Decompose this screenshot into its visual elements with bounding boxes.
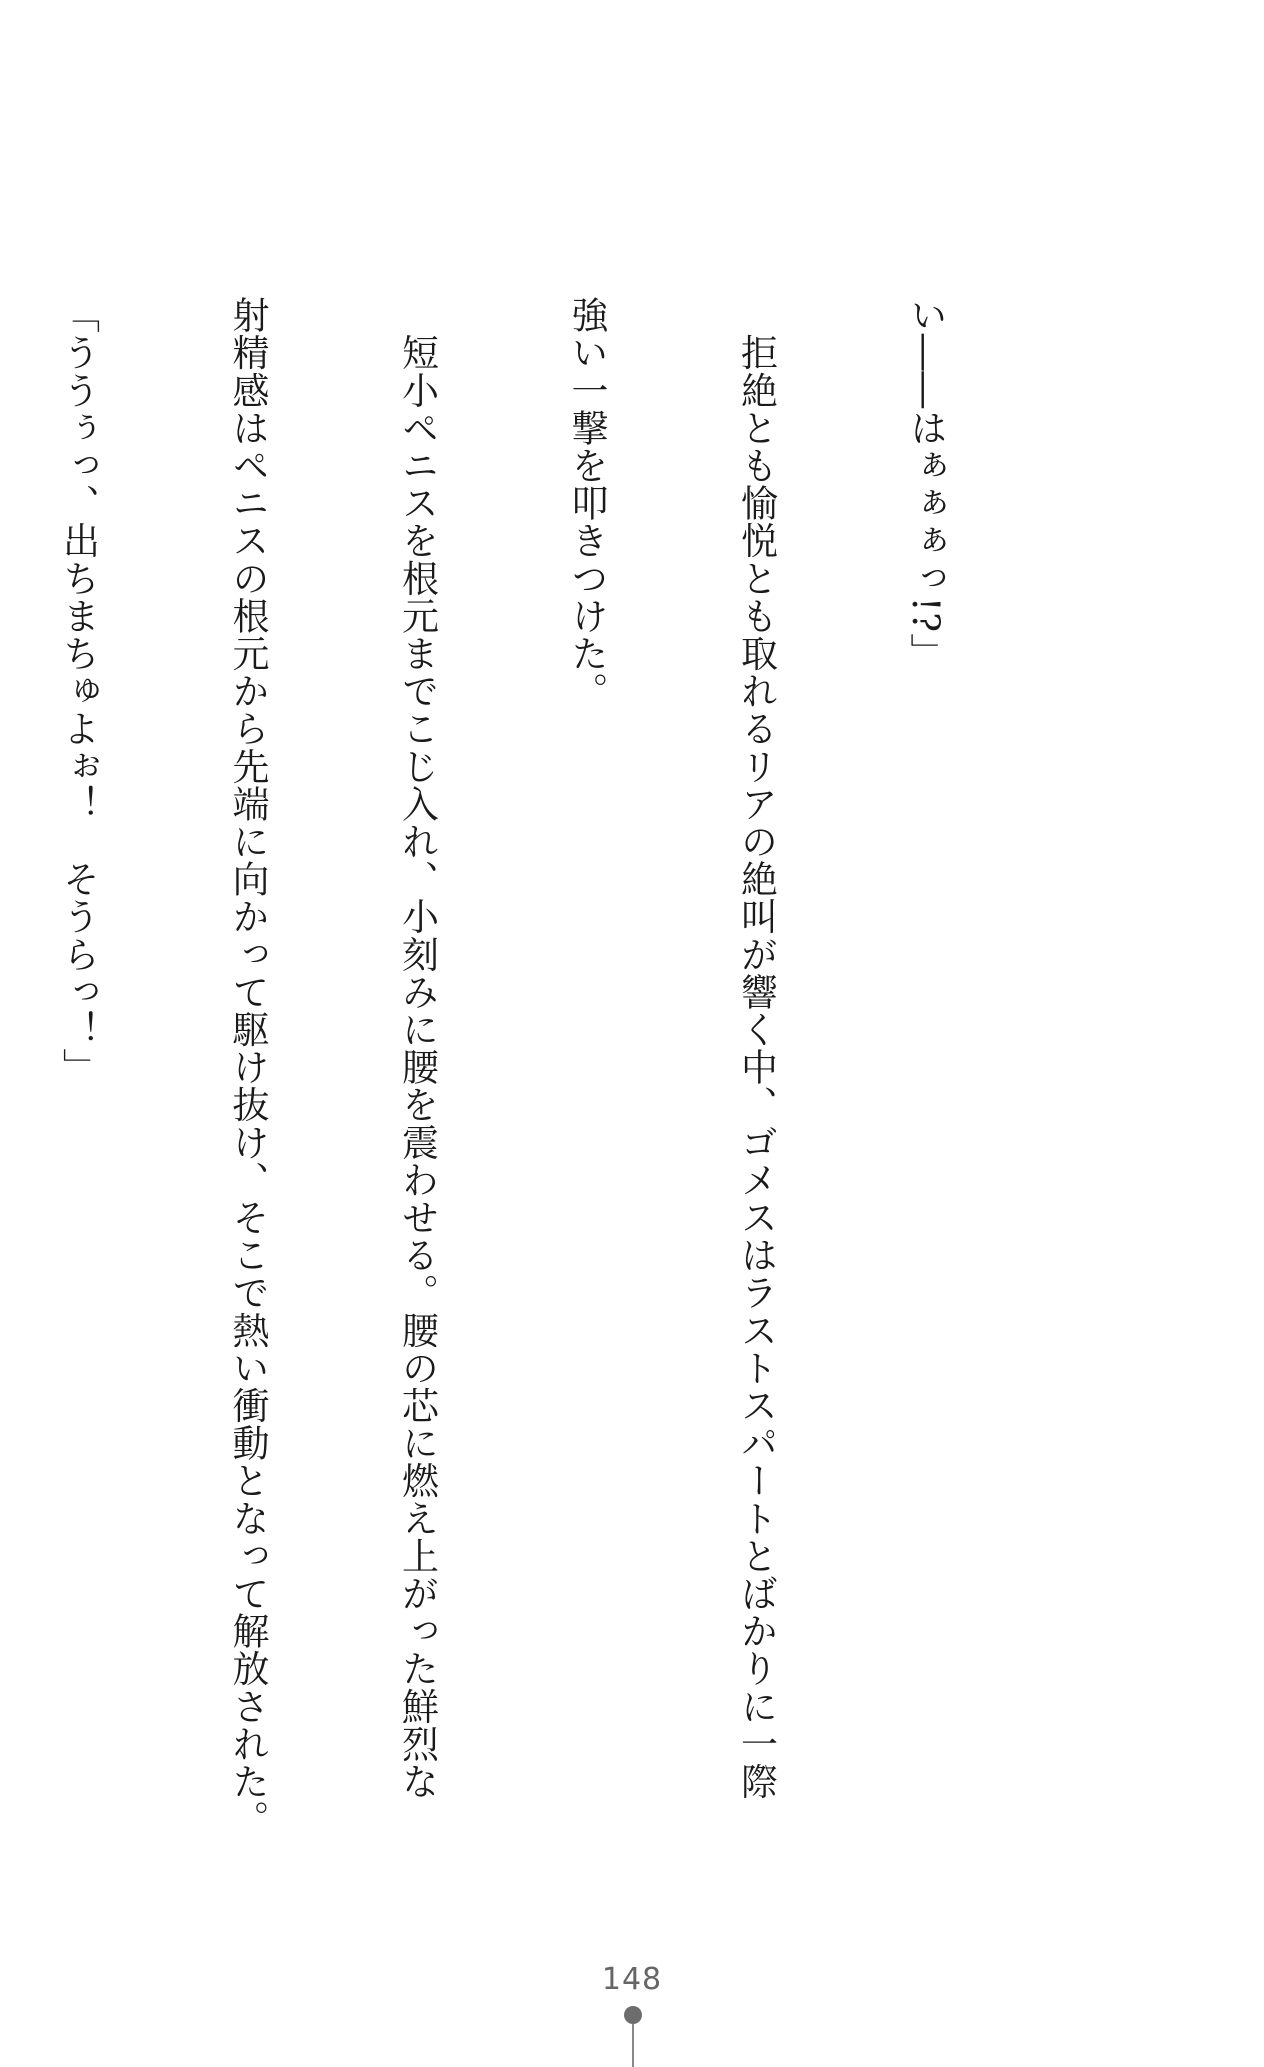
- text-line: 射精感はペニスの根元から先端に向かって駆け抜け、そこで熱い衝動となって解放された。: [226, 296, 269, 1838]
- text-line: 拒絶とも愉悦とも取れるリアの絶叫が響く中、ゴメスはラストスパートとばかりに一際: [734, 296, 778, 1800]
- vertical-text-body: [0, 296, 1066, 1838]
- page-marker-rule: [632, 2024, 634, 2067]
- text-line: 短小ペニスを根元までこじ入れ、小刻みに腰を震わせる。腰の芯に燃え上がった鮮烈な: [395, 296, 439, 1800]
- text-line: 強い一撃を叩きつけた。: [565, 296, 608, 710]
- text-line: い――はぁぁぁっ!?」: [904, 296, 947, 671]
- page-marker-dot: [624, 2006, 642, 2024]
- text-line: 「ううぅっ、出ちまちゅよぉ！ そうらっ！」: [56, 296, 100, 1086]
- page-number: 148: [601, 1962, 663, 1997]
